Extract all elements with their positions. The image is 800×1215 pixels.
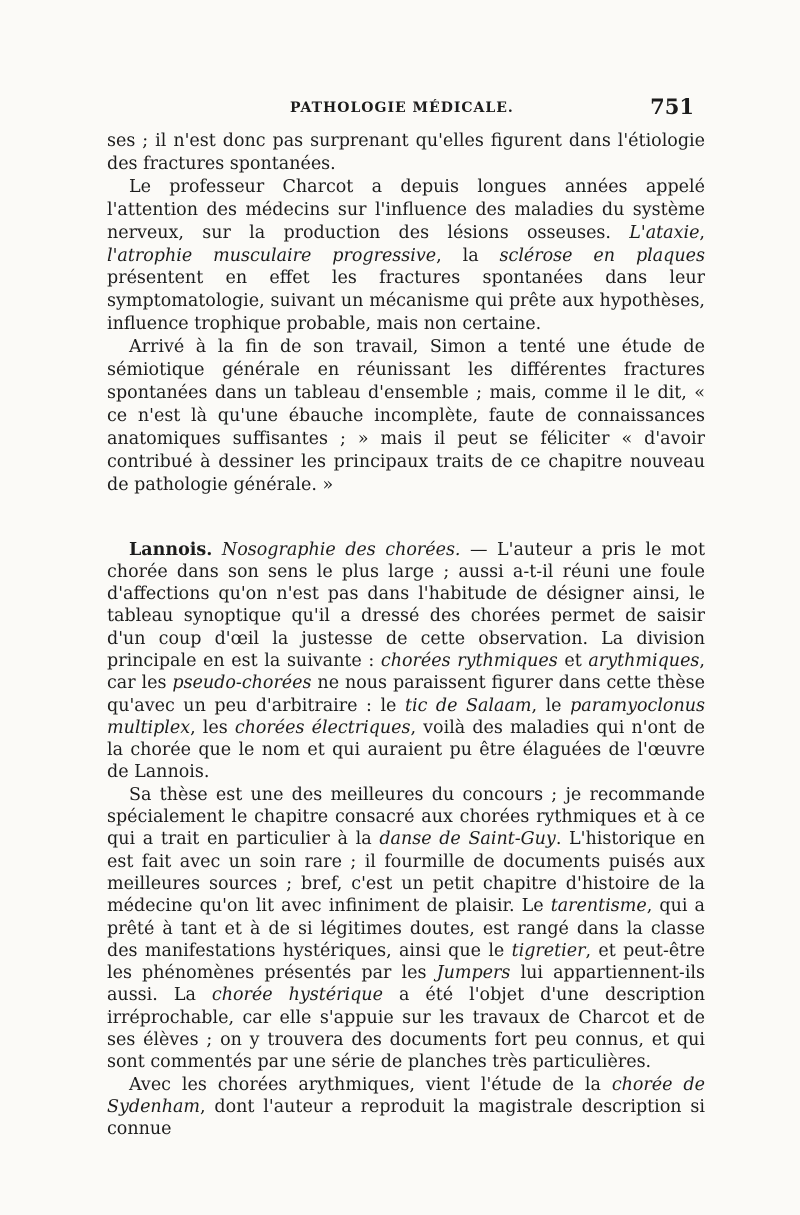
page-number: 751 — [650, 94, 694, 119]
work-title: Nosographie des chorées. — [221, 539, 461, 560]
paragraph-simon: Arrivé à la fin de son travail, Simon a tenté une étude de sémiotique générale en réunissant les différentes fractures spontanées dans un tableau d'ensemble ; mais, comme il le dit, « ce n'est là qu'une ébauche incomplète, faute de connaissances anatomiques suffisantes ; » mais il peut se féliciter « d'avoir contribué à dessiner les principaux traits de ce chapitre nouveau de pathologie générale. » — [107, 337, 705, 495]
paragraph-continuation: ses ; il n'est donc pas surprenant qu'elles figurent dans l'étiologie des fractures spontanées. — [107, 131, 705, 174]
section-gap — [107, 497, 705, 539]
body-text — [107, 130, 705, 1141]
paragraph-sydenham: Avec les chorées arythmiques, vient l'étude de la chorée de Sydenham, dont l'auteur a reproduit la magistrale description si connue — [107, 1074, 705, 1140]
paragraph-lannois: Lannois. Nosographie des chorées. — L'auteur a pris le mot chorée dans son sens le plus large ; aussi a-t-il réuni une foule d'affections qu'on n'est pas dans l'habitude de désigner ainsi, le tableau synoptique qu'il a dressé des chorées permet de saisir d'un coup d'œil la justesse de cette observation. La division principale en est la suivante : chorées rythmiques et arythmiques, car les pseudo-chorées ne nous paraissent figurer dans cette thèse qu'avec un peu d'arbitraire : le tic de Salaam, le paramyoclonus multiplex, les chorées électriques, voilà des maladies qui n'ont de la chorée que le nom et qui auraient pu être élaguées de l'œuvre de Lannois. — [107, 539, 705, 783]
author-name: Lannois. — [129, 539, 213, 560]
page-header — [112, 94, 694, 128]
running-head: PATHOLOGIE MÉDICALE. — [290, 100, 514, 116]
paragraph-charcot: Le professeur Charcot a depuis longues années appelé l'attention des médecins sur l'influence des maladies du système nerveux, sur la production des lésions osseuses. L'ataxie, l'atrophie musculaire progressive, la sclérose en plaques présentent en effet les fractures spontanées dans leur symptomatologie, suivant un mécanisme qui prête aux hypothèses, influence trophique probable, mais non certaine. — [107, 176, 705, 335]
paragraph-these: Sa thèse est une des meilleures du concours ; je recommande spécialement le chapitre consacré aux chorées rythmiques et à ce qui a trait en particulier à la danse de Saint-Guy. L'historique en est fait avec un soin rare ; il fourmille de documents puisés aux meilleures sources ; bref, c'est un petit chapitre d'histoire de la médecine qu'on lit avec infiniment de plaisir. Le tarentisme, qui a prêté à tant et à de si légitimes doutes, est rangé dans la classe des manifestations hystériques, ainsi que le tigretier, et peut-être les phénomènes présentés par les Jumpers lui appartiennent-ils aussi. La chorée hystérique a été l'objet d'une description irréprochable, car elle s'appuie sur les travaux de Charcot et de ses élèves ; on y trouvera des documents fort peu connus, et qui sont commentés par une série de planches très particulières. — [107, 784, 705, 1073]
